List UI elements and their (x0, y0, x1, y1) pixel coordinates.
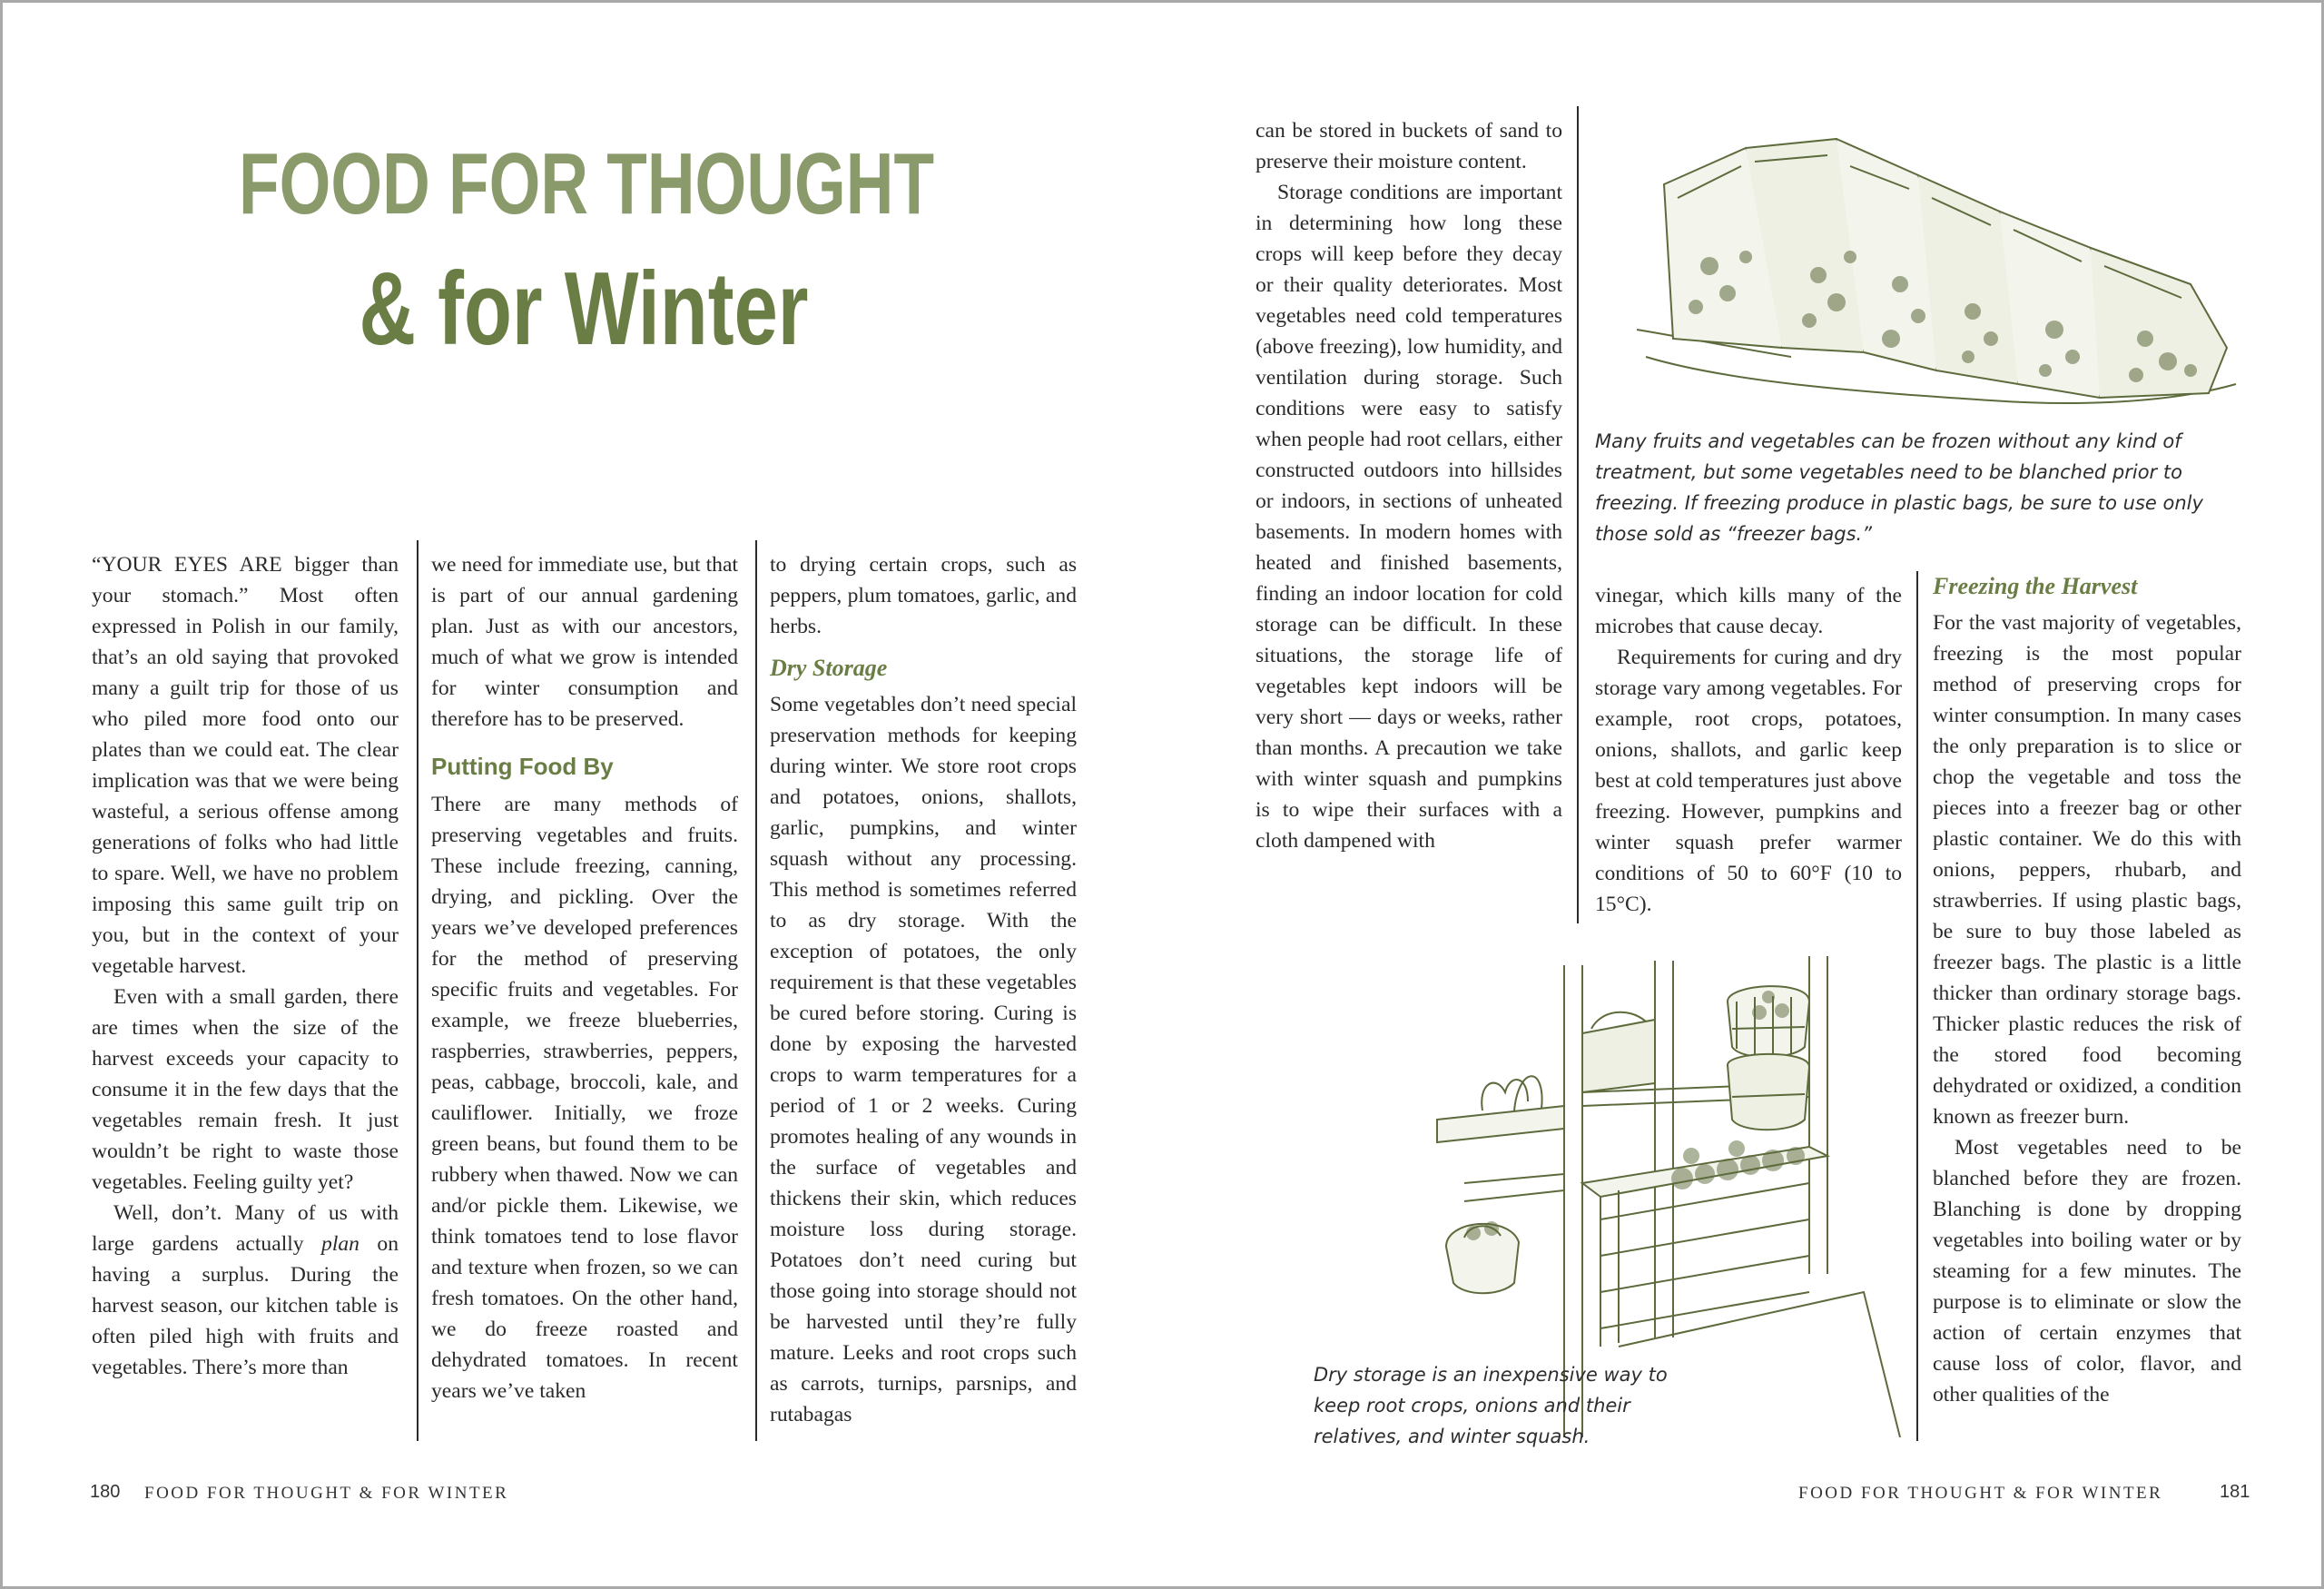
body-paragraph: For the vast majority of vegetables, freezing is the most popular method of preserving crops for winter consumption. In many cases the only preparation is to slice or chop the vegetable and toss the pieces into a freezer bag or other plastic container. We do this with onions, peppers, rhubarb, and strawberries. If using plastic bags, be sure to buy those labeled as freezer bags. The plastic is a little thicker than ordinary storage bags. Thicker plastic reduces the risk of the stored food becoming dehydrated or oxidized, a condition known as freezer burn. (1933, 611, 2241, 1129)
freezer-bags-caption: Many fruits and vegetables can be frozen without any kind of treatment, but some vegetables need to be blanched prior to freezing. If freezing produce in plastic bags, be sure to use only those sold as “freezer bags.” (1595, 430, 2203, 545)
text-run: Well, don’t. Many of us with large gardens actually (92, 1201, 399, 1256)
body-paragraph: we need for immediate use, but that is part of our annual gardening plan. Just as with our ancestors, much of what we grow is intended for winter consumption and therefore has to be preserved. (431, 553, 738, 731)
body-paragraph: Most vegetables need to be blanched before they are frozen. Blanching is done by dropping vegetables into boiling water or by steaming for a few minutes. The purpose is to eliminate or slow the action of certain enzymes that cause loss of color, flavor, and other qualities of the (1933, 1136, 2241, 1406)
body-paragraph: to drying certain crops, such as peppers, plum tomatoes, garlic, and herbs. (770, 553, 1077, 638)
section-heading-freezing-the-harvest: Freezing the Harvest (1933, 573, 2138, 599)
column-rule (417, 540, 419, 1441)
emphasis-text: plan (321, 1232, 359, 1256)
body-paragraph: can be stored in buckets of sand to preserve their moisture content. (1256, 119, 1562, 173)
body-paragraph: Some vegetables don’t need special preservation methods for keeping during winter. We store root crops and potatoes, onions, shallots, garlic, pumpkins, and winter squash without any processing. This method is sometimes referred to as dry storage. With the exception of potatoes, the only requirement is that these vegetables be cured before storing. Curing is done by exposing the harvested crops to warm temperatures for a period of 1 or 2 weeks. Curing promotes healing of any wounds in the surface of vegetables and thickens their skin, which reduces moisture loss during storage. Potatoes don’t need curing but those going into storage should not be harvested until they’re fully mature. Leeks and root crops such as carrots, turnips, parsnips, and rutabagas (770, 693, 1077, 1426)
intro-paragraph: “YOUR EYES ARE bigger than your stomach.” Most often expressed in Polish in our family, that’s an old saying that provoked many a guilt trip for those of us who piled more food onto our plates than we could eat. The clear implication was that we were being wasteful, a serious offense among generations of folks who had little to spare. Well, we have no problem imposing this same guilt trip on you, but in the context of your vegetable harvest. (92, 553, 399, 978)
left-page-number: 180 (90, 1482, 121, 1502)
text-column-2 (431, 549, 738, 1406)
chapter-title-line-2: & for Winter (359, 252, 809, 367)
right-page-number: 181 (2220, 1482, 2250, 1502)
section-heading-putting-food-by: Putting Food By (431, 753, 614, 780)
text-column-1 (92, 549, 399, 1383)
freezer-bags-illustration (1610, 112, 2245, 420)
body-paragraph: Storage conditions are important in determining how long these crops will keep before they decay or their quality deteriorates. Most vegetables need cold temperatures (above freezing), low humidity, and ventilation during storage. Such conditions were easy to satisfy when people had root cellars, either constructed outdoors into hillsides or indoors, in sections of unheated basements. In modern homes with heated and finished basements, finding an indoor location for cold storage can be difficult. In these situations, the storage life of vegetables kept indoors will be very short — days or weeks, rather than months. A precaution we take with winter squash and pumpkins is to wipe their surfaces with a cloth dampened with (1256, 181, 1562, 853)
body-paragraph: Requirements for curing and dry storage vary among vegetables. For example, root crops, potatoes, onions, shallots, and garlic keep best at cold temperatures just above freezing. However, pumpkins and winter squash prefer warmer conditions of 50 to 60°F (10 to 15°C). (1595, 646, 1902, 916)
body-paragraph: There are many methods of preserving vegetables and fruits. These include freezing, canning, drying, and pickling. Over the years we’ve developed preferences for the method of preserving specific fruits and vegetables. For example, we freeze blueberries, raspberries, strawberries, peppers, peas, cabbage, broccoli, kale, and cauliflower. Initially, we froze green beans, but found them to be rubbery when thawed. Now we can and/or pickle them. Likewise, we think tomatoes tend to lose flavor and texture when frozen, so we can fresh tomatoes. On the other hand, we do freeze roasted and dehydrated tomatoes. In recent years we’ve taken (431, 793, 738, 1403)
text-column-5 (1595, 580, 1902, 920)
column-rule (1577, 106, 1579, 923)
text-column-6 (1933, 571, 2241, 1410)
text-column-4 (1256, 115, 1562, 856)
body-paragraph: vinegar, which kills many of the microbes that cause decay. (1595, 584, 1902, 638)
chapter-title-line-1: FOOD FOR THOUGHT (239, 135, 935, 232)
body-paragraph (92, 1198, 399, 1383)
section-heading-dry-storage: Dry Storage (770, 655, 888, 681)
column-rule (755, 540, 757, 1441)
body-paragraph: Even with a small garden, there are times when the size of the harvest exceeds your capacity to consume it in the few days that the vegetables remain fresh. It just wouldn’t be right to waste those vegetables. Feeling guilty yet? (92, 985, 399, 1194)
text-run: on having a surplus. During the harvest season, our kitchen table is often piled high with fruits and vegetables. There’s more than (92, 1232, 399, 1379)
column-rule (1916, 571, 1918, 1441)
text-column-3 (770, 549, 1077, 1430)
left-running-head: FOOD FOR THOUGHT & FOR WINTER (144, 1484, 509, 1503)
right-running-head: FOOD FOR THOUGHT & FOR WINTER (1798, 1484, 2163, 1503)
dry-storage-caption: Dry storage is an inexpensive way to keep root crops, onions and their relatives, and winter squash. (1314, 1364, 1668, 1447)
